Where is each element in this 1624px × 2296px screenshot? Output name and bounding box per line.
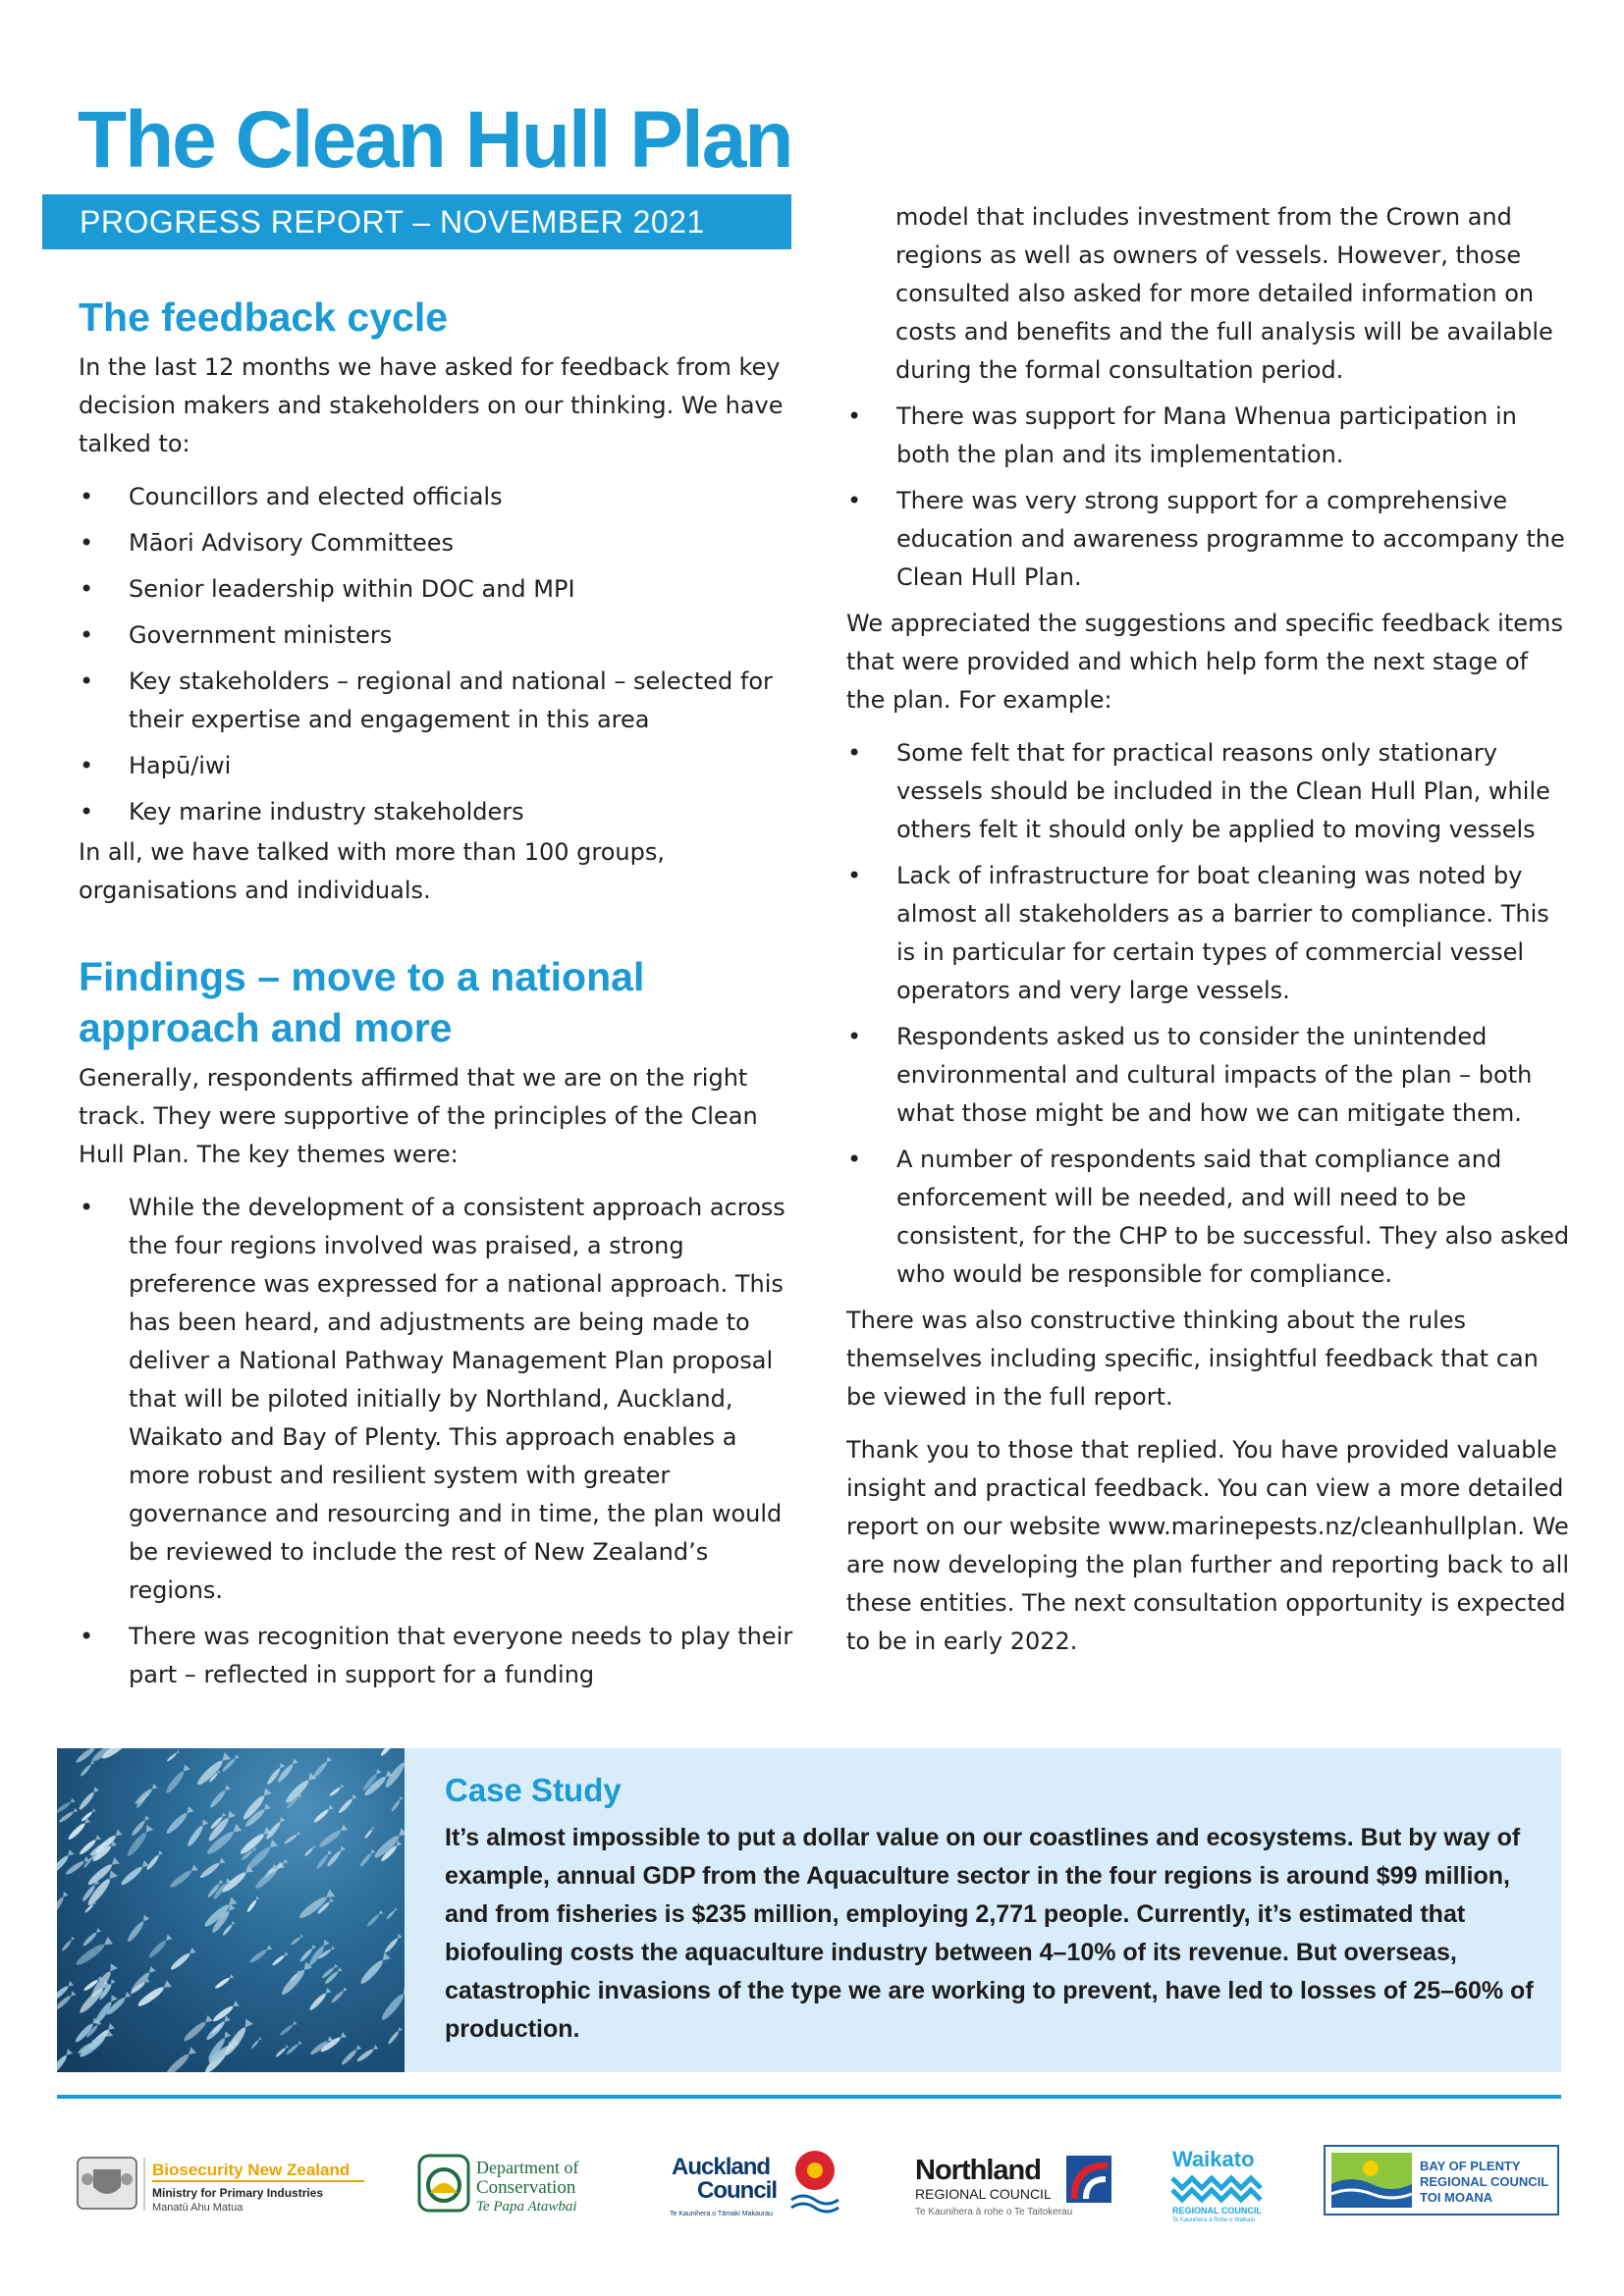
footer-divider	[57, 2095, 1561, 2099]
list-item: • Key stakeholders – regional and national – selected for their expertise and engagement in this area	[79, 663, 805, 739]
mpi-logo	[74, 2150, 368, 2218]
case-study-text: It’s almost impossible to put a dollar value on our coastlines and ecosystems. But by way of example, annual GDP from the Aquaculture sector in the four regions is around $99 million, and from fisheries is $235 million, employing 2,771 people. Currently, it’s estimated that biofouling costs the aquaculture industry between 4–10% of its revenue. But overseas, catastrophic invasions of the type we are working to prevent, have led to losses of 25–60% of production.	[445, 1824, 1534, 2043]
list-item: • Māori Advisory Committees	[79, 524, 805, 562]
findings-intro: Generally, respondents affirmed that we are on the right track. They were supportive of the principles of the Clean Hull Plan. The key themes were:	[79, 1064, 758, 1168]
list-item: • There was support for Mana Whenua participation in both the plan and its implementation.	[846, 398, 1573, 474]
list-item: • Government ministers	[79, 616, 805, 655]
case-study-heading: Case Study	[445, 1772, 622, 1808]
list-item: • Hapū/iwi	[79, 747, 805, 785]
themes-list-continued	[846, 398, 1573, 597]
waikato-regional-council-logo	[1170, 2145, 1278, 2223]
bay-of-plenty-regional-council-logo	[1324, 2145, 1559, 2216]
svg-text:Conservation: Conservation	[476, 2177, 576, 2198]
northland-regional-council-logo	[913, 2150, 1114, 2220]
list-item: • Respondents asked us to consider the unintended environmental and cultural impacts of the plan – both what those might be and how we can mitigate them.	[846, 1018, 1573, 1133]
fish-school-icon	[57, 1748, 405, 2072]
svg-text:Te Kaunihera ā rohe o Te Taito: Te Kaunihera ā rohe o Te Taitokerau	[915, 2207, 1073, 2217]
list-item: • A number of respondents said that compliance and enforcement will be needed, and will need to be consistent, for the CHP to be successful. They also asked who would be responsible for compliance.	[846, 1141, 1573, 1294]
list-item: • While the development of a consistent approach across the four regions involved was praised, a strong preference was expressed for a national approach. This has been heard, and adjustments are being made to deliver a National Pathway Management Plan proposal that will be piloted initially by Northland, Auckland, Waikato and Bay of Plenty. This approach enables a more robust and resilient system with greater governance and resourcing and in time, the plan would be reviewed to include the rest of New Zealand’s regions.	[79, 1189, 805, 1610]
continued-theme: model that includes investment from the Crown and regions as well as owners of vessels. However, those consulted also asked for more detailed information on costs and benefits and the full analysis will be available during the formal consultation period.	[895, 203, 1553, 384]
sun-and-sea-icon	[1331, 2153, 1412, 2208]
feedback-intro: In the last 12 months we have asked for feedback from key decision makers and stakeholders on our thinking. We have talked to:	[79, 353, 784, 457]
doc-emblem-icon	[419, 2156, 468, 2211]
svg-text:Te Papa Atawbai: Te Papa Atawbai	[476, 2199, 577, 2215]
feedback-cycle-heading: The feedback cycle	[79, 294, 449, 340]
svg-text:Manatū Ahu Matua: Manatū Ahu Matua	[152, 2202, 244, 2214]
pohutukawa-flower-icon	[791, 2151, 839, 2212]
fish-school-image	[57, 1748, 405, 2072]
svg-text:Ministry for Primary Industrie: Ministry for Primary Industries	[152, 2186, 324, 2200]
left-column	[79, 292, 805, 1702]
svg-text:Te Kaunihera ā Rohe o Waikato: Te Kaunihera ā Rohe o Waikato	[1172, 2217, 1256, 2223]
doc-logo	[417, 2150, 614, 2218]
examples-list	[846, 734, 1573, 1294]
themes-list	[79, 1189, 805, 1694]
svg-text:REGIONAL COUNCIL: REGIONAL COUNCIL	[915, 2186, 1052, 2202]
list-item: • Lack of infrastructure for boat cleaning was noted by almost all stakeholders as a barrier to compliance. This is in particular for certain types of commercial vessel operators and very large vessels.	[846, 857, 1573, 1010]
talked-to-list	[79, 478, 805, 831]
findings-heading: Findings – move to a national approach and more	[79, 954, 645, 1050]
svg-text:Biosecurity New Zealand: Biosecurity New Zealand	[152, 2161, 351, 2179]
svg-text:REGIONAL COUNCIL: REGIONAL COUNCIL	[1420, 2174, 1549, 2189]
svg-text:Department of: Department of	[476, 2158, 579, 2177]
waikato-wave-icon	[1172, 2178, 1261, 2200]
auckland-council-logo	[668, 2145, 844, 2223]
page-title: The Clean Hull Plan	[78, 95, 792, 185]
list-item: • There was recognition that everyone needs to play their part – reflected in support for a funding	[79, 1618, 805, 1694]
list-item: • There was very strong support for a comprehensive education and awareness programme to accompany the Clean Hull Plan.	[846, 482, 1573, 597]
list-item: • Key marine industry stakeholders	[79, 793, 805, 831]
right-column	[846, 198, 1573, 1676]
suggestions-intro: We appreciated the suggestions and specific feedback items that were provided and which help form the next stage of the plan. For example:	[846, 610, 1563, 714]
coat-of-arms-icon	[78, 2158, 136, 2209]
case-study-panel	[57, 1748, 1561, 2072]
svg-text:REGIONAL COUNCIL: REGIONAL COUNCIL	[1172, 2206, 1262, 2216]
report-subtitle-banner: PROGRESS REPORT – NOVEMBER 2021	[42, 194, 791, 249]
northland-wave-icon	[1066, 2156, 1111, 2203]
svg-text:TOI MOANA: TOI MOANA	[1420, 2190, 1493, 2205]
svg-text:BAY OF PLENTY: BAY OF PLENTY	[1420, 2159, 1521, 2173]
feedback-outro: In all, we have talked with more than 100 groups, organisations and individuals.	[79, 838, 665, 904]
svg-text:Auckland: Auckland	[672, 2154, 771, 2180]
svg-text:Northland: Northland	[915, 2155, 1041, 2186]
rules-paragraph: There was also constructive thinking about the rules themselves including specific, insightful feedback that can be viewed in the full report.	[846, 1307, 1539, 1411]
svg-text:Waikato: Waikato	[1172, 2147, 1255, 2171]
svg-text:Council: Council	[697, 2177, 777, 2204]
list-item: • Councillors and elected officials	[79, 478, 805, 516]
thanks-paragraph: Thank you to those that replied. You have provided valuable insight and practical feedback. You can view a more detailed report on our website www.marinepests.nz/cleanhullplan. We are now developing the plan further and reporting back to all these entities. The next consultation opportunity is expected to be in early 2022.	[846, 1436, 1570, 1655]
list-item: • Some felt that for practical reasons only stationary vessels should be included in the Clean Hull Plan, while others felt it should only be applied to moving vessels	[846, 734, 1573, 849]
svg-text:Te Kaunihera o Tāmaki Makaurau: Te Kaunihera o Tāmaki Makaurau	[670, 2211, 773, 2217]
list-item: • Senior leadership within DOC and MPI	[79, 570, 805, 609]
